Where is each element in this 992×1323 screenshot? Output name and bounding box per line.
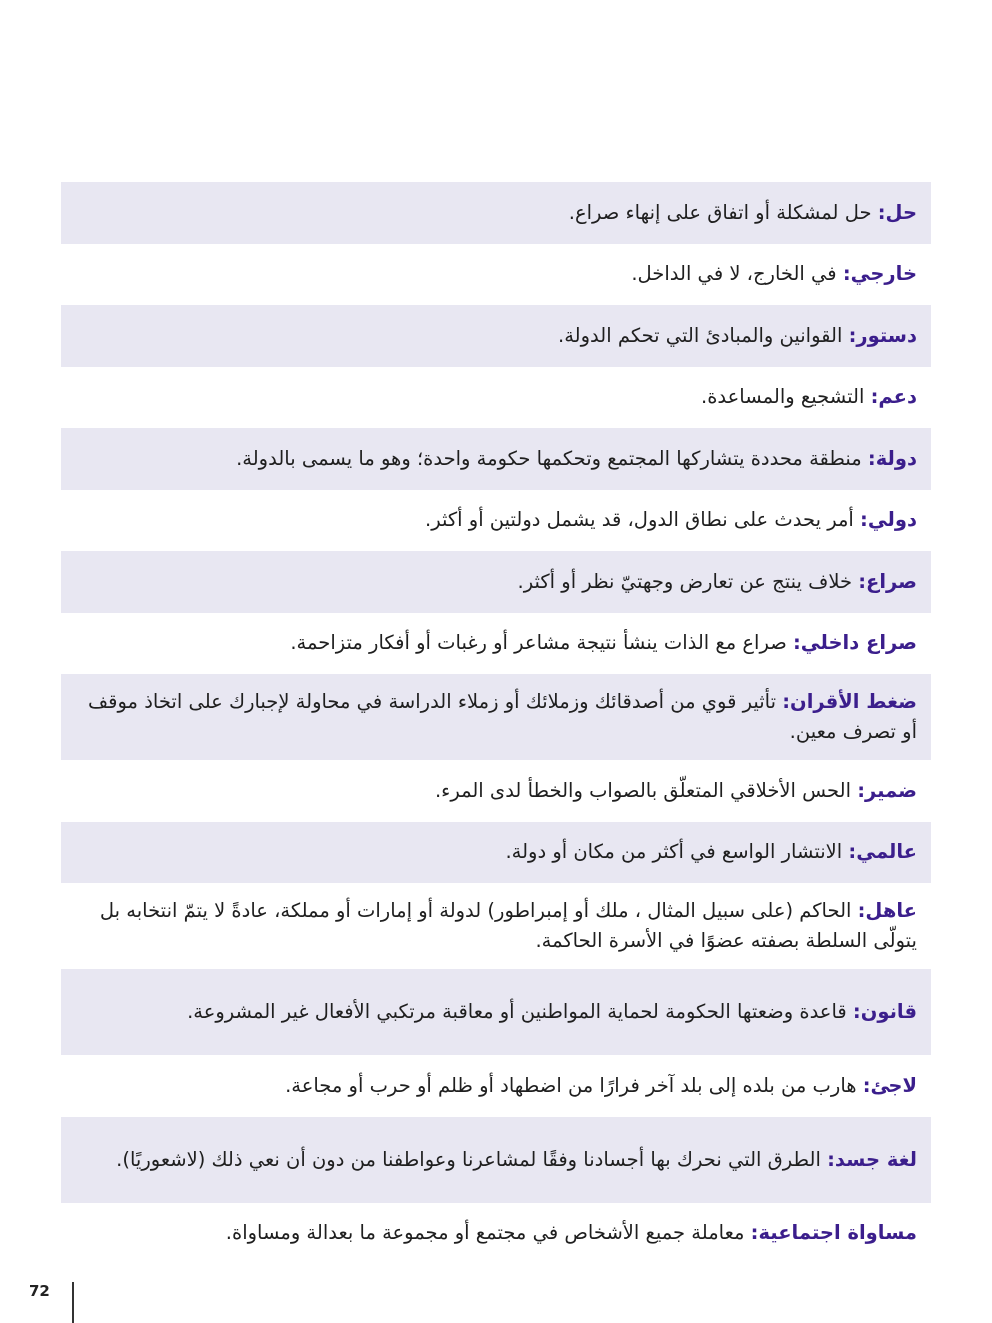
glossary-definition: معاملة جميع الأشخاص في مجتمع أو مجموعة ما بعدالة ومساواة. — [225, 1221, 751, 1245]
glossary-term: لغة جسد: — [827, 1147, 917, 1171]
glossary-entry-hal — [61, 182, 931, 244]
glossary-entry-daght-alaqran — [61, 674, 931, 760]
glossary-definition: تأثير قوي من أصدقائك وزملائك أو زملاء الدراسة في محاولة لإجبارك على اتخاذ موقف أو تصرف معين. — [87, 690, 917, 743]
glossary-definition: هارب من بلده إلى بلد آخر فرارًا من اضطهاد أو ظلم أو حرب أو مجاعة. — [285, 1073, 863, 1097]
glossary-term: لاجئ: — [862, 1073, 917, 1097]
glossary-term: حل: — [877, 200, 917, 224]
page-number: 72 — [29, 1282, 50, 1300]
glossary-entry-duwali — [61, 490, 931, 552]
glossary-definition: أمر يحدث على نطاق الدول، قد يشمل دولتين أو أكثر. — [425, 508, 861, 532]
glossary-term: عالمي: — [848, 840, 917, 864]
glossary-term: ضمير: — [857, 778, 917, 802]
glossary-entry-musawat-ijtimaiya — [61, 1203, 931, 1265]
glossary-entry-siraa-dakhili — [61, 613, 931, 675]
glossary-definition: قاعدة وضعتها الحكومة لحماية المواطنين أو معاقبة مرتكبي الأفعال غير المشروعة. — [187, 1000, 853, 1023]
glossary-entry-damir — [61, 760, 931, 822]
glossary-term: عاهل: — [857, 899, 917, 922]
glossary-term: ضغط الأقران: — [782, 690, 917, 713]
glossary-definition: الانتشار الواسع في أكثر من مكان أو دولة. — [505, 840, 849, 864]
glossary-definition: صراع مع الذات ينشأ نتيجة مشاعر أو رغبات أو أفكار متزاحمة. — [290, 631, 793, 655]
glossary-term: دعم: — [870, 385, 917, 409]
glossary-definition: حل لمشكلة أو اتفاق على إنهاء صراع. — [568, 200, 878, 224]
glossary-entry-dustur — [61, 305, 931, 367]
glossary-term: دولة: — [867, 446, 917, 470]
glossary-definition: في الخارج، لا في الداخل. — [631, 262, 843, 286]
glossary-term: مساواة اجتماعية: — [750, 1221, 917, 1245]
glossary-definition: الحاكم (على سبيل المثال ، ملك أو إمبراطور) لدولة أو إمارات أو مملكة، عادةً لا يتمّ انتخابه بل يتولّى السلطة بصفته عضوًا في الأسرة الحاكمة. — [99, 899, 917, 952]
glossary-definition: منطقة محددة يتشاركها المجتمع وتحكمها حكومة واحدة؛ وهو ما يسمى بالدولة. — [236, 446, 868, 470]
glossary-entry-qanun — [61, 969, 931, 1055]
footer-divider — [72, 1282, 74, 1323]
glossary-term: دولي: — [860, 508, 917, 532]
glossary-definition: خلاف ينتج عن تعارض وجهتيّ نظر أو أكثر. — [517, 569, 859, 593]
glossary-entry-alami — [61, 822, 931, 884]
glossary-term: قانون: — [852, 1000, 917, 1023]
glossary-entry-ahil — [61, 883, 931, 969]
glossary-entry-daam — [61, 367, 931, 429]
glossary-list — [61, 182, 931, 1264]
glossary-term: دستور: — [848, 323, 917, 347]
page-footer — [0, 1270, 120, 1323]
glossary-entry-laji — [61, 1055, 931, 1117]
glossary-entry-kharji — [61, 244, 931, 306]
glossary-term: خارجي: — [842, 262, 917, 286]
glossary-definition: الحس الأخلاقي المتعلّق بالصواب والخطأ لدى المرء. — [434, 778, 858, 802]
glossary-term: صراع داخلي: — [793, 631, 917, 655]
glossary-term: صراع: — [858, 569, 917, 593]
glossary-definition: الطرق التي نحرك بها أجسادنا وفقًا لمشاعرنا وعواطفنا من دون أن نعي ذلك (لاشعوريًا). — [116, 1147, 828, 1171]
glossary-entry-dawla — [61, 428, 931, 490]
glossary-definition: التشجيع والمساعدة. — [701, 385, 871, 409]
glossary-entry-lughat-jasad — [61, 1117, 931, 1203]
glossary-definition: القوانين والمبادئ التي تحكم الدولة. — [558, 323, 849, 347]
glossary-entry-siraa — [61, 551, 931, 613]
